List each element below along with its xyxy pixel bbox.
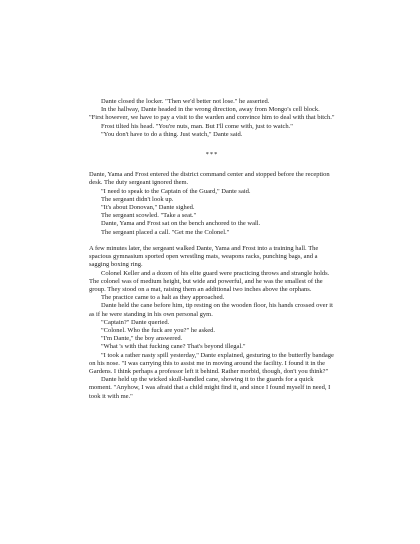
paragraph: Dante closed the locker. "Then we'd better not lose." he asserted. (101, 98, 270, 105)
paragraph: "I took a rather nasty spill yesterday," Dante explained, gesturing to the butterfly bandage on his nose. "I was carrying this to assist me in moving around the facility. I found it in the Gardens. I think perhaps a professor left it behind. Rather morbid, though, don't you think?" (89, 351, 334, 376)
paragraph: The sergeant scowled. "Take a seat." (101, 212, 197, 220)
body-text (89, 98, 335, 401)
paragraph: "You don't have to do a thing. Just watch," Dante said. (101, 130, 243, 138)
paragraph: Dante, Yama and Frost entered the district command center and stopped before the reception desk. The duty sergeant ignored them. (89, 171, 330, 187)
paragraph: Frost tilted his head. "You're nuts, man. But I'll come with, just to watch." (101, 122, 293, 130)
paragraph: The practice came to a halt as they approached. (101, 294, 225, 302)
paragraph: Colonel Keller and a dozen of his elite guard were practicing throws and strangle holds. The colonel was of medium height, but wide and powerful, and he was the smallest of the group. They stood on a mat, raising them an additional two inches above the orphans. (89, 269, 330, 294)
paragraph: Dante held the cane before him, tip resting on the wooden floor, his hands crossed over it as if he were standing in his own personal gym. (89, 302, 333, 318)
paragraph: "I need to speak to the Captain of the Guard," Dante said. (101, 187, 251, 195)
paragraph: The sergeant placed a call. "Get me the Colonel." (101, 228, 230, 236)
scene-break: *** (205, 151, 219, 159)
paragraph: "What 's with that fucking cane? That's beyond illegal." (101, 343, 246, 351)
paragraph: In the hallway, Dante headed in the wrong direction, away from Mongo's cell block. "First however, we have to pay a visit to the warden and convince him to deal with that bitch." (89, 106, 335, 122)
paragraph: A few minutes later, the sergeant walked Dante, Yama and Frost into a training hall. The spacious gymnasium sported open wrestling mats, weapons racks, punching bags, and a sagging boxing ring. (89, 245, 319, 269)
paragraph: "I'm Dante," the boy answered. (101, 335, 183, 343)
paragraph: "Colonel. Who the fuck are you?" he asked. (101, 327, 216, 335)
paragraph: The sergeant didn't look up. (101, 195, 174, 203)
paragraph: Dante, Yama and Frost sat on the bench anchored to the wall. (101, 220, 261, 228)
paragraph: "Captain?" Dante queried. (101, 318, 170, 326)
paragraph: "It's about Donovan," Dante sighed. (101, 204, 195, 212)
paragraph: Dante held up the wicked skull-handled cane, showing it to the guards for a quick moment. "Anyhow, I was afraid that a child might find it, and since I found myself in need, I took it with me." (89, 376, 331, 400)
